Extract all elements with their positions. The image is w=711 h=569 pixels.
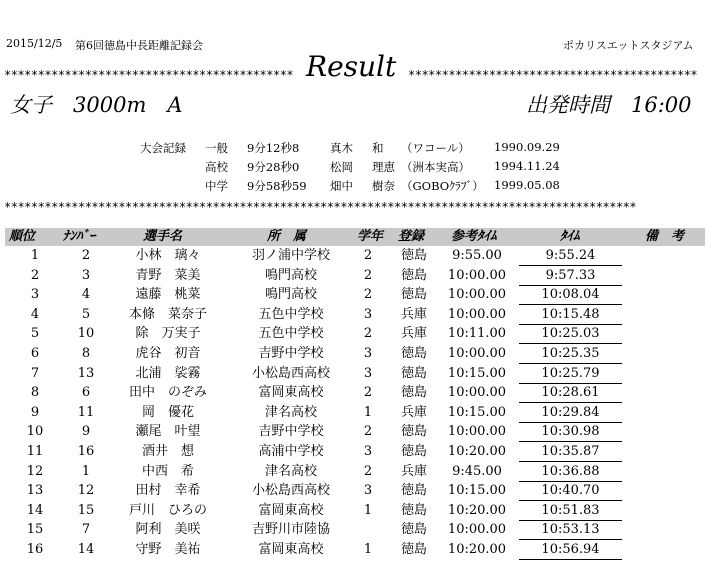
cell-team: 吉野中学校	[258, 424, 324, 440]
cell-grade: 3	[363, 483, 373, 499]
cell-reg: 徳島	[400, 346, 427, 361]
table-row	[0, 422, 711, 442]
cell-ref: 9:45.00	[452, 463, 502, 479]
venue: ポカリスエットスタジアム	[563, 39, 694, 52]
cell-number: 15	[77, 502, 95, 518]
cell-team: 五色中学校	[258, 306, 324, 322]
start-time: 出発時間 16:00	[526, 93, 692, 117]
cell-team: 鳴門高校	[264, 267, 317, 283]
cell-number: 4	[81, 287, 91, 303]
table-row	[0, 520, 711, 540]
cell-rank: 6	[30, 346, 40, 361]
cell-number: 7	[81, 522, 91, 538]
cell-reg: 徳島	[400, 267, 427, 283]
cell-grade: 3	[363, 444, 373, 459]
cell-time: 10:30.98	[541, 424, 600, 440]
col-time: ﾀｲﾑ	[560, 229, 580, 244]
cell-time: 10:56.94	[541, 542, 600, 557]
table-row	[0, 364, 711, 384]
cell-team: 鳴門高校	[264, 287, 317, 303]
record-family: 畑中	[330, 179, 353, 193]
cell-time: 9:55.24	[545, 248, 596, 263]
table-row	[0, 501, 711, 521]
cell-ref: 10:00.00	[447, 306, 507, 322]
col-rank: 順位	[9, 229, 36, 244]
cell-ref: 10:20.00	[447, 502, 507, 518]
table-row	[0, 344, 711, 364]
cell-reg: 兵庫	[400, 404, 427, 420]
table-row	[0, 540, 711, 560]
cell-number: 11	[77, 404, 95, 420]
cell-number: 13	[77, 365, 95, 381]
cell-ref: 9:55.00	[452, 248, 502, 263]
cell-name: 青野 菜美	[135, 267, 201, 283]
col-ref: 参考ﾀｲﾑ	[451, 229, 497, 244]
cell-reg: 兵庫	[400, 463, 427, 479]
cell-team: 津名高校	[264, 404, 317, 420]
cell-ref: 10:15.00	[447, 483, 507, 499]
cell-grade: 3	[363, 306, 373, 322]
cell-ref: 10:00.00	[447, 385, 507, 401]
record-label: 大会記録	[140, 141, 186, 155]
cell-ref: 10:15.00	[447, 404, 507, 420]
col-name: 選手名	[143, 229, 183, 244]
table-row	[0, 403, 711, 423]
col-team: 所 属	[267, 229, 307, 244]
cell-rank: 15	[26, 522, 44, 538]
cell-number: 16	[77, 444, 95, 459]
cell-reg: 兵庫	[400, 306, 427, 322]
record-family: 松岡	[330, 160, 353, 174]
cell-number: 14	[77, 542, 95, 557]
cell-team: 吉野川市陸協	[251, 522, 330, 538]
cell-name: 岡 優花	[141, 404, 194, 420]
record-time: 9分28秒0	[247, 160, 300, 174]
record-given: 樹奈	[372, 179, 395, 193]
cell-grade: 1	[363, 542, 373, 557]
cell-time: 10:25.35	[541, 346, 600, 361]
cell-name: 中西 希	[141, 463, 194, 479]
cell-number: 10	[77, 326, 95, 342]
result-title: Result	[306, 50, 397, 83]
cell-team: 小松島西高校	[251, 365, 330, 381]
cell-ref: 10:20.00	[447, 542, 507, 557]
cell-team: 羽ノ浦中学校	[251, 248, 330, 263]
cell-team: 富岡東高校	[258, 542, 324, 557]
stars-right: *******************************************	[408, 68, 698, 82]
cell-rank: 10	[26, 424, 44, 440]
cell-grade: 1	[363, 502, 373, 518]
cell-rank: 2	[30, 267, 40, 283]
record-team: （洲本実高）	[401, 160, 470, 174]
table-row	[0, 481, 711, 501]
cell-reg: 徳島	[400, 522, 427, 538]
record-date: 1994.11.24	[494, 159, 560, 173]
table-row	[0, 285, 711, 305]
cell-time: 10:29.84	[541, 404, 600, 420]
time-underline	[519, 559, 622, 560]
cell-time: 10:51.83	[541, 502, 600, 518]
table-row	[0, 324, 711, 344]
cell-name: 本條 菜奈子	[128, 306, 207, 322]
table-row	[0, 442, 711, 462]
stars-left: *******************************************	[4, 68, 294, 82]
cell-name: 小林 璃々	[135, 248, 201, 263]
record-team: （ワコール）	[401, 141, 470, 155]
cell-team: 津名高校	[264, 463, 317, 479]
table-row	[0, 266, 711, 286]
cell-name: 田中 のぞみ	[128, 385, 207, 401]
cell-time: 10:40.70	[541, 483, 600, 499]
cell-grade: 3	[363, 346, 373, 361]
cell-name: 北浦 裟霧	[135, 365, 201, 381]
cell-rank: 1	[30, 248, 40, 263]
record-date: 1999.05.08	[494, 178, 560, 192]
cell-grade: 2	[363, 248, 373, 263]
cell-reg: 徳島	[400, 444, 427, 459]
record-time: 9分12秒8	[247, 141, 300, 155]
cell-name: 虎谷 初音	[135, 346, 201, 361]
cell-rank: 7	[30, 365, 40, 381]
cell-ref: 10:00.00	[447, 287, 507, 303]
cell-team: 小松島西高校	[251, 483, 330, 499]
cell-ref: 10:11.00	[447, 326, 507, 342]
cell-grade: 1	[363, 404, 373, 420]
cell-time: 10:53.13	[541, 522, 600, 538]
cell-grade: 2	[363, 463, 373, 479]
cell-reg: 徳島	[400, 385, 427, 401]
cell-grade: 2	[363, 385, 373, 401]
cell-reg: 徳島	[400, 502, 427, 518]
cell-name: 田村 幸希	[135, 483, 201, 499]
cell-time: 9:57.33	[545, 267, 596, 283]
record-given: 和	[372, 141, 384, 155]
record-date: 1990.09.29	[494, 140, 560, 154]
cell-grade: 2	[363, 287, 373, 303]
cell-number: 8	[81, 346, 91, 361]
record-cat: 中学	[205, 179, 228, 193]
cell-reg: 兵庫	[400, 326, 427, 342]
meet-date: 2015/12/5	[6, 37, 63, 50]
cell-number: 1	[81, 463, 91, 479]
cell-reg: 徳島	[400, 542, 427, 557]
cell-team: 富岡東高校	[258, 385, 324, 401]
cell-rank: 4	[30, 306, 40, 322]
cell-grade: 2	[363, 267, 373, 283]
col-note: 備 考	[645, 229, 685, 244]
cell-reg: 徳島	[400, 365, 427, 381]
cell-rank: 5	[30, 326, 40, 342]
meet-name: 第6回徳島中長距離記録会	[75, 39, 203, 52]
cell-rank: 12	[26, 463, 44, 479]
cell-name: 守野 美祐	[135, 542, 201, 557]
cell-grade: 3	[363, 365, 373, 381]
table-header	[5, 228, 705, 246]
table-row	[0, 383, 711, 403]
cell-time: 10:28.61	[541, 385, 600, 401]
cell-time: 10:25.03	[541, 326, 600, 342]
cell-reg: 徳島	[400, 424, 427, 440]
col-grade: 学年	[357, 229, 384, 244]
cell-time: 10:08.04	[541, 287, 600, 303]
cell-rank: 9	[30, 404, 40, 420]
cell-name: 除 万実子	[135, 326, 201, 342]
cell-rank: 16	[26, 542, 44, 557]
cell-grade: 2	[363, 326, 373, 342]
record-family: 真木	[330, 141, 353, 155]
col-number: ﾅﾝﾊﾞｰ	[63, 229, 96, 244]
table-row	[0, 305, 711, 325]
cell-rank: 14	[26, 502, 44, 518]
record-given: 理恵	[372, 160, 395, 174]
cell-ref: 10:15.00	[447, 365, 507, 381]
cell-team: 富岡東高校	[258, 502, 324, 518]
cell-name: 戸川 ひろの	[128, 502, 207, 518]
cell-rank: 3	[30, 287, 40, 303]
cell-time: 10:36.88	[541, 463, 600, 479]
cell-reg: 徳島	[400, 483, 427, 499]
cell-name: 遠藤 桃菜	[135, 287, 201, 303]
cell-number: 6	[81, 385, 91, 401]
cell-ref: 10:00.00	[447, 267, 507, 283]
cell-ref: 10:00.00	[447, 346, 507, 361]
stars-full: **********************************************************************************************	[4, 200, 637, 214]
record-cat: 高校	[205, 160, 228, 174]
cell-reg: 徳島	[400, 287, 427, 303]
cell-name: 酒井 想	[141, 444, 194, 459]
cell-team: 吉野中学校	[258, 346, 324, 361]
cell-ref: 10:20.00	[447, 444, 507, 459]
table-row	[0, 246, 711, 266]
col-reg: 登録	[398, 229, 425, 244]
cell-reg: 徳島	[400, 248, 427, 263]
record-team: （GOBOｸﾗﾌﾞ）	[401, 179, 484, 193]
event-name: 女子 3000m A	[10, 93, 183, 117]
table-row	[0, 462, 711, 482]
cell-time: 10:25.79	[541, 365, 600, 381]
cell-ref: 10:00.00	[447, 522, 507, 538]
cell-time: 10:15.48	[541, 306, 600, 322]
cell-name: 瀬尾 叶望	[135, 424, 201, 440]
cell-number: 5	[81, 306, 91, 322]
cell-rank: 11	[26, 444, 44, 459]
cell-rank: 13	[26, 483, 44, 499]
cell-team: 高浦中学校	[258, 444, 324, 459]
cell-number: 9	[81, 424, 91, 440]
cell-team: 五色中学校	[258, 326, 324, 342]
cell-name: 阿利 美咲	[135, 522, 201, 538]
record-cat: 一般	[205, 141, 228, 155]
record-time: 9分58秒59	[247, 179, 307, 193]
cell-ref: 10:00.00	[447, 424, 507, 440]
cell-grade: 2	[363, 424, 373, 440]
cell-number: 3	[81, 267, 91, 283]
cell-number: 2	[81, 248, 91, 263]
cell-time: 10:35.87	[541, 444, 600, 459]
cell-number: 12	[77, 483, 95, 499]
cell-rank: 8	[30, 385, 40, 401]
